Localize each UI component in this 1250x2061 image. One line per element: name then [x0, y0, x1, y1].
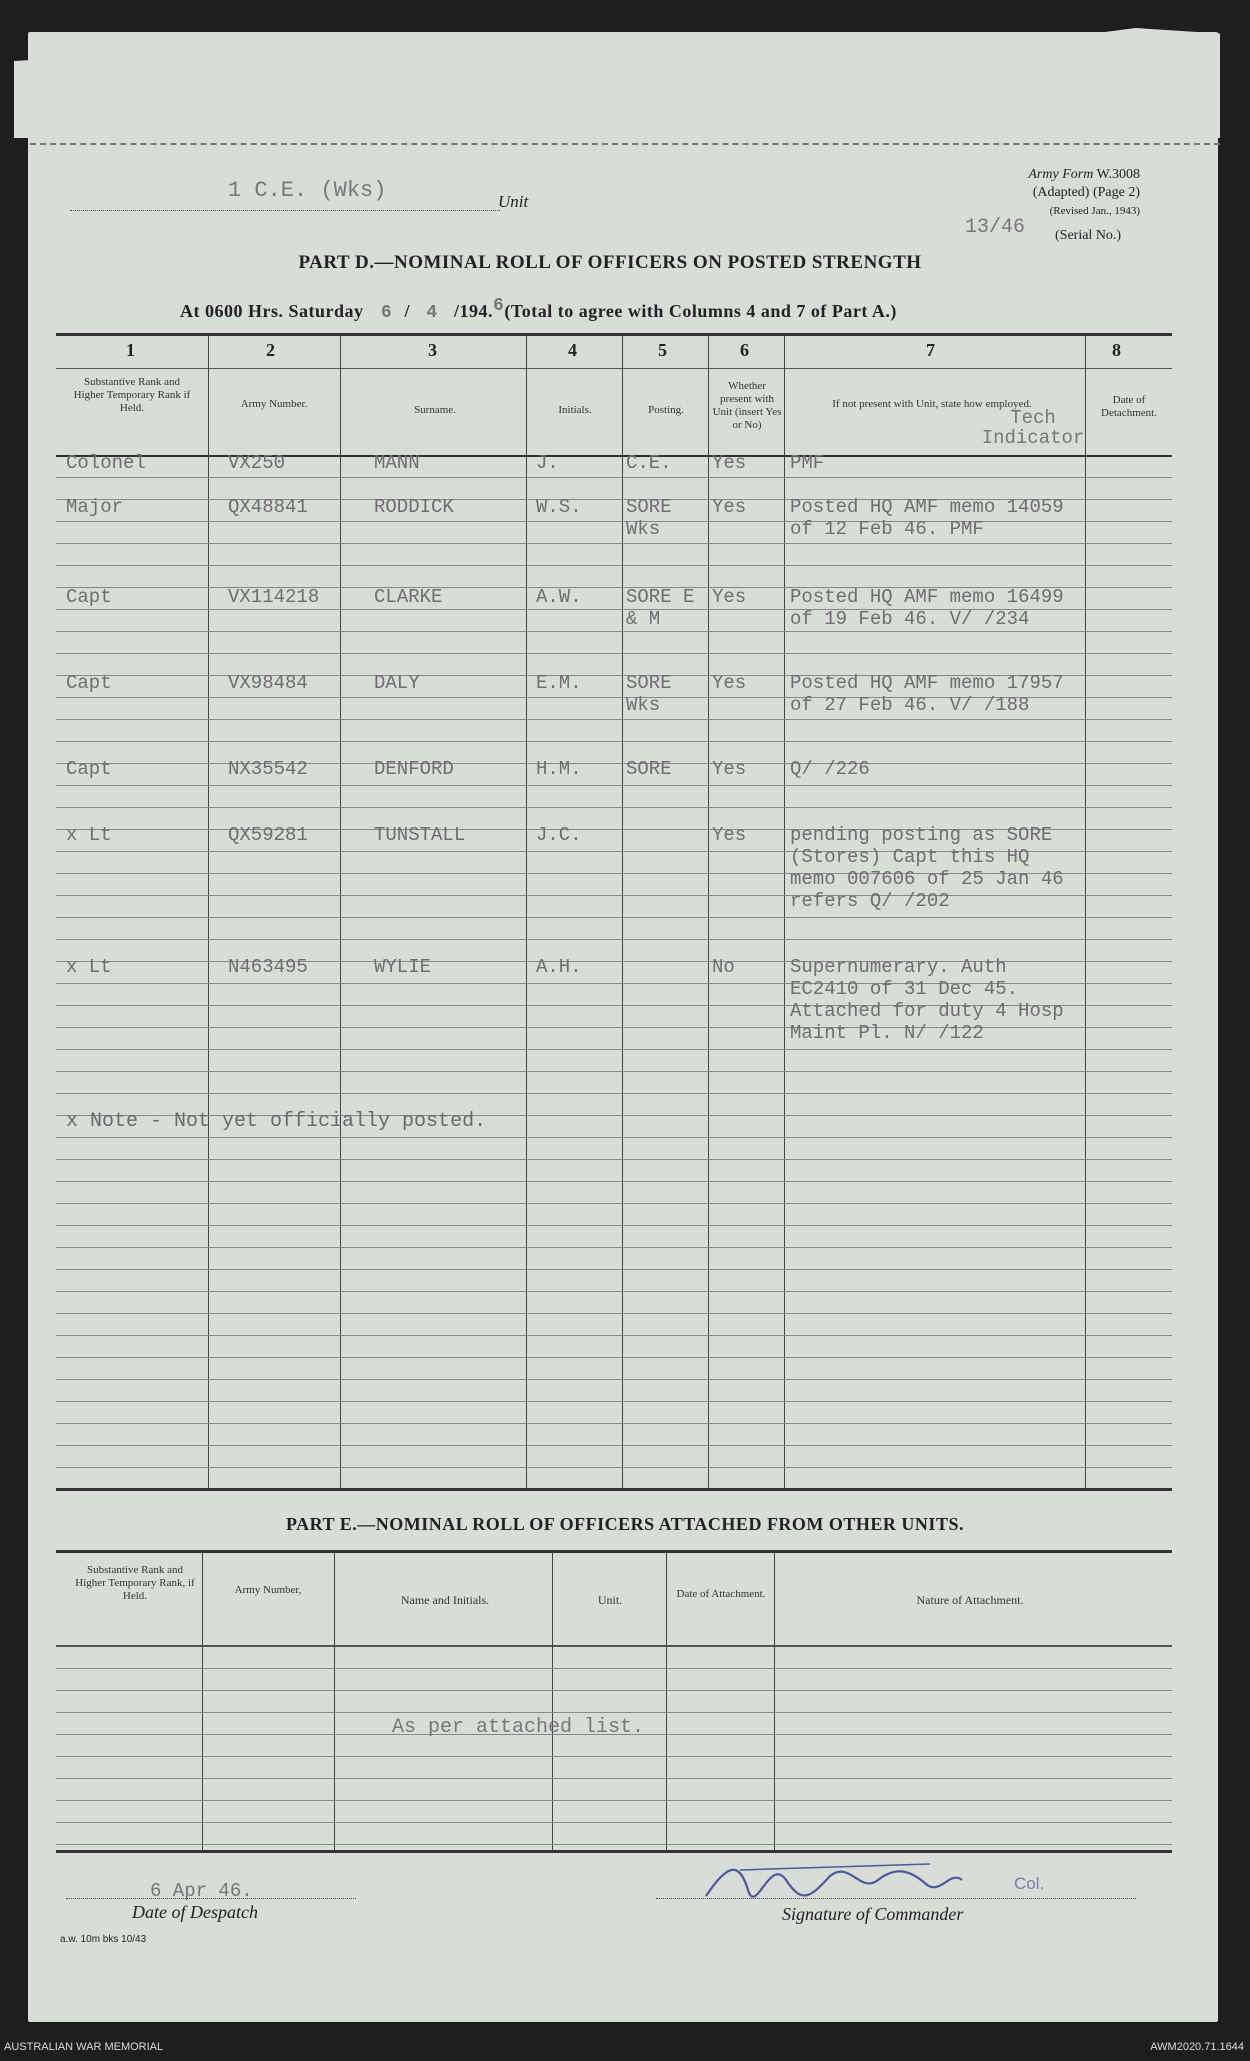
- e-header-army-number: Army Number,: [234, 1584, 302, 1596]
- row-employed: pending posting as SORE (Stores) Capt this HQ memo 007606 of 25 Jan 46 refers Q/ /202: [790, 824, 1064, 912]
- despatch-value: 6 Apr 46.: [150, 1880, 253, 1902]
- ruled-line: [56, 1800, 1172, 1801]
- print-code: a.w. 10m bks 10/43: [60, 1934, 147, 1945]
- row-surname: WYLIE: [374, 956, 432, 978]
- part-e-header-rule: [56, 1645, 1172, 1647]
- row-initials: H.M.: [536, 758, 582, 780]
- col-header-present: Whether present with Unit (insert Yes or No): [712, 380, 782, 431]
- ruled-line: [56, 741, 1172, 742]
- ruled-line: [56, 1049, 1172, 1050]
- ruled-line: [56, 1291, 1172, 1292]
- ruled-line: [56, 1269, 1172, 1270]
- ruled-line: [56, 1423, 1172, 1424]
- row-posting: SORE: [626, 758, 672, 780]
- ruled-line: [56, 1445, 1172, 1446]
- col-header-army-number: Army Number.: [240, 398, 308, 410]
- row-number: QX59281: [228, 824, 308, 846]
- ruled-line: [56, 1093, 1172, 1094]
- col-number: 2: [266, 340, 275, 360]
- commander-signature: [700, 1850, 1060, 1910]
- year-prefix: /194.: [454, 301, 494, 321]
- ruled-line: [56, 1181, 1172, 1182]
- col-header-initials: Initials.: [558, 404, 592, 416]
- row-number: N463495: [228, 956, 308, 978]
- archive-footer-right: AWM2020.71.1644: [1150, 2041, 1244, 2053]
- row-present: Yes: [712, 824, 747, 846]
- part-e-col-divider: [334, 1552, 335, 1850]
- part-d-top-rule: [56, 333, 1172, 336]
- row-employed: PMF: [790, 452, 825, 474]
- row-initials: W.S.: [536, 496, 582, 518]
- row-employed: Posted HQ AMF memo 14059 of 12 Feb 46. PMF: [790, 496, 1064, 540]
- row-rank: Colonel: [66, 452, 146, 474]
- ruled-line: [56, 719, 1172, 720]
- ruled-line: [56, 1467, 1172, 1468]
- row-initials: E.M.: [536, 672, 582, 694]
- part-e-note: As per attached list.: [392, 1716, 645, 1739]
- ruled-line: [56, 785, 1172, 786]
- part-e-title: PART E.—NOMINAL ROLL OF OFFICERS ATTACHED FROM OTHER UNITS.: [286, 1514, 964, 1534]
- unit-label: Unit: [498, 192, 529, 211]
- part-d-col-divider: [784, 335, 785, 1488]
- part-d-title: PART D.—NOMINAL ROLL OF OFFICERS ON POSTED STRENGTH: [298, 252, 922, 273]
- ruled-line: [56, 1379, 1172, 1380]
- part-d-col-divider: [708, 335, 709, 1488]
- ruled-line: [56, 1668, 1172, 1669]
- row-posting: SORE Wks: [626, 672, 672, 716]
- e-header-rank: Substantive Rank and Higher Temporary Rank, if Held.: [75, 1564, 195, 1602]
- row-surname: DENFORD: [374, 758, 454, 780]
- row-employed: Posted HQ AMF memo 16499 of 19 Feb 46. V/ /234: [790, 586, 1064, 630]
- ruled-line: [56, 1822, 1172, 1823]
- ruled-line: [56, 1335, 1172, 1336]
- col-header-rank: Substantive Rank and Higher Temporary Rank if Held.: [73, 376, 191, 414]
- ruled-line: [56, 1071, 1172, 1072]
- ruled-line: [56, 1159, 1172, 1160]
- col7-tech-indicator: Tech Indicator: [981, 407, 1085, 449]
- ruled-line: [56, 807, 1172, 808]
- form-revised: (Revised Jan., 1943): [1049, 205, 1140, 217]
- row-posting: SORE Wks: [626, 496, 672, 540]
- row-present: Yes: [712, 672, 747, 694]
- row-present: Yes: [712, 586, 747, 608]
- col-number: 7: [926, 340, 935, 360]
- ruled-line: [56, 1247, 1172, 1248]
- part-d-col-divider: [340, 335, 341, 1488]
- row-posting: SORE E & M: [626, 586, 695, 630]
- row-number: QX48841: [228, 496, 308, 518]
- form-title: Army Form: [1028, 167, 1094, 182]
- part-d-col-divider: [622, 335, 623, 1488]
- col-number: 1: [126, 340, 135, 360]
- row-surname: MANN: [374, 452, 420, 474]
- row-initials: J.C.: [536, 824, 582, 846]
- unit-value: 1 C.E. (Wks): [228, 178, 387, 203]
- ruled-line: [56, 1778, 1172, 1779]
- ruled-line: [56, 1203, 1172, 1204]
- despatch-label: Date of Despatch: [132, 1902, 258, 1922]
- row-number: VX250: [228, 452, 286, 474]
- row-initials: J.: [536, 452, 559, 474]
- form-adapted: (Adapted): [1032, 185, 1090, 200]
- ruled-line: [56, 1756, 1172, 1757]
- row-surname: RODDICK: [374, 496, 454, 518]
- ruled-line: [56, 1357, 1172, 1358]
- row-present: Yes: [712, 758, 747, 780]
- row-number: NX35542: [228, 758, 308, 780]
- row-posting: C.E.: [626, 452, 672, 474]
- ruled-line: [56, 1225, 1172, 1226]
- col-number: 5: [658, 340, 667, 360]
- row-initials: A.H.: [536, 956, 582, 978]
- serial-label: (Serial No.): [1055, 228, 1122, 243]
- e-header-attach-date: Date of Attachment.: [676, 1588, 766, 1600]
- col-header-posting: Posting.: [648, 404, 684, 416]
- form-id-block: [940, 166, 1140, 220]
- part-d-time-line: At 0600 Hrs. Saturday 6 / 4 /194.6(Total to agree with Columns 4 and 7 of Part A.): [180, 296, 897, 323]
- row-employed: Supernumerary. Auth EC2410 of 31 Dec 45. Attached for duty 4 Hosp Maint Pl. N/ /122: [790, 956, 1064, 1044]
- ruled-line: [56, 1844, 1172, 1845]
- row-rank: Major: [66, 496, 124, 518]
- ruled-line: [56, 543, 1172, 544]
- ruled-line: [56, 1690, 1172, 1691]
- part-e-top-rule: [56, 1550, 1172, 1553]
- signature-line: [656, 1898, 1136, 1899]
- col-header-detachment: Date of Detachment.: [1101, 394, 1157, 419]
- part-d-bottom-rule: [56, 1488, 1172, 1491]
- row-present: Yes: [712, 496, 747, 518]
- row-surname: TUNSTALL: [374, 824, 466, 846]
- part-e-col-divider: [552, 1552, 553, 1850]
- row-employed: Q/ /226: [790, 758, 870, 780]
- part-d-colnum-rule: [56, 368, 1172, 369]
- e-header-nature: Nature of Attachment.: [916, 1593, 1024, 1607]
- col-number: 6: [740, 340, 749, 360]
- e-header-name: Name and Initials.: [400, 1593, 490, 1607]
- ruled-line: [56, 565, 1172, 566]
- row-surname: CLARKE: [374, 586, 443, 608]
- row-employed: Posted HQ AMF memo 17957 of 27 Feb 46. V/ /188: [790, 672, 1064, 716]
- row-rank: Capt: [66, 586, 112, 608]
- ruled-line: [56, 1401, 1172, 1402]
- ruled-line: [56, 1313, 1172, 1314]
- despatch-line: [66, 1898, 356, 1899]
- signature-rank: Col.: [1014, 1874, 1045, 1893]
- signature-label: Signature of Commander: [782, 1904, 964, 1924]
- column-number-row: [56, 340, 1172, 366]
- row-rank: Capt: [66, 672, 112, 694]
- col-number: 8: [1112, 340, 1121, 360]
- time-suffix: (Total to agree with Columns 4 and 7 of Part A.): [504, 301, 897, 321]
- part-d-col-divider: [1085, 335, 1086, 1488]
- serial-value: 13/46: [965, 216, 1026, 239]
- part-e-col-divider: [666, 1552, 667, 1850]
- ruled-line: [56, 1712, 1172, 1713]
- row-present: No: [712, 956, 735, 978]
- ruled-line: [56, 1137, 1172, 1138]
- ruled-line: [56, 631, 1172, 632]
- form-page: (Page 2): [1092, 185, 1140, 200]
- part-d-note: x Note - Not yet officially posted.: [66, 1110, 487, 1133]
- ruled-line: [56, 917, 1172, 918]
- time-prefix: At 0600 Hrs. Saturday: [180, 301, 364, 321]
- row-rank: x Lt: [66, 824, 112, 846]
- col-number: 3: [428, 340, 437, 360]
- ruled-line: [56, 477, 1172, 478]
- row-number: VX98484: [228, 672, 308, 694]
- part-d-col-divider: [208, 335, 209, 1488]
- row-number: VX114218: [228, 586, 320, 608]
- ruled-line: [56, 939, 1172, 940]
- ruled-line: [56, 653, 1172, 654]
- month-value: 4: [426, 303, 438, 323]
- part-e-col-divider: [202, 1552, 203, 1850]
- part-d-col-divider: [526, 335, 527, 1488]
- year-digit: 6: [493, 296, 505, 316]
- archive-footer-left: AUSTRALIAN WAR MEMORIAL: [4, 2041, 164, 2053]
- col-header-employed: If not present with Unit, state how employed.: [832, 398, 1032, 410]
- row-present: Yes: [712, 452, 747, 474]
- row-initials: A.W.: [536, 586, 582, 608]
- e-header-unit: Unit.: [597, 1593, 623, 1607]
- day-value: 6: [380, 303, 393, 323]
- row-surname: DALY: [374, 672, 420, 694]
- form-number: W.3008: [1096, 167, 1140, 182]
- row-rank: x Lt: [66, 956, 112, 978]
- part-e-col-divider: [774, 1552, 775, 1850]
- row-rank: Capt: [66, 758, 112, 780]
- col-number: 4: [568, 340, 577, 360]
- col-header-surname: Surname.: [414, 404, 456, 416]
- perforation-line: [30, 143, 1220, 145]
